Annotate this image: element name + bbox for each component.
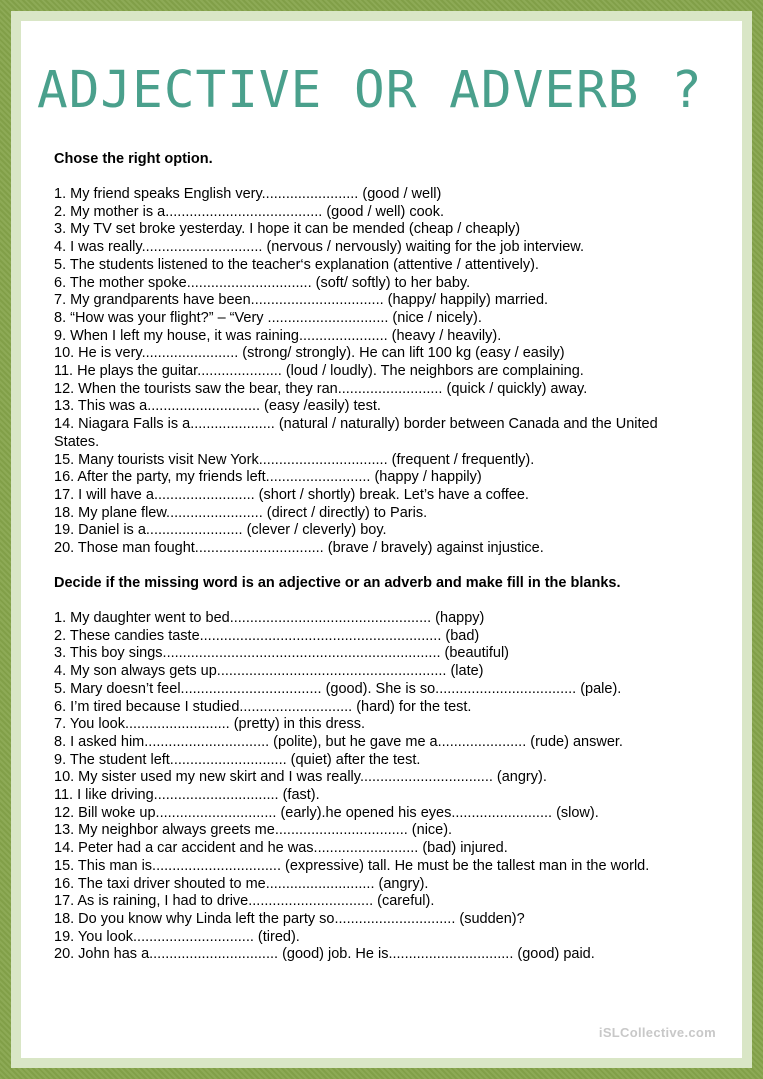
section2-item: 6. I’m tired because I studied............................ (hard) for the test. [54,698,472,715]
section1-item: 16. After the party, my friends left.......................... (happy / happily) [54,469,482,486]
section2-heading: Decide if the missing word is an adjective or an adverb and make fill in the blanks. [54,575,621,591]
section2-item: 12. Bill woke up.............................. (early).he opened his eyes......................... (slow). [54,804,599,821]
section1-exercise-list [54,186,704,558]
section2-item: 5. Mary doesn’t feel................................... (good). She is so................................... (pale). [54,680,622,697]
section2-item: 14. Peter had a car accident and he was.......................... (bad) injured. [54,840,508,857]
section2-item: 3. This boy sings..................................................................... (beautiful) [54,645,510,662]
section2-item: 7. You look.......................... (pretty) in this dress. [54,716,366,733]
section1-item: 5. The students listened to the teacher‘s explanation (attentive / attentively). [54,256,539,273]
section1-item: 9. When I left my house, it was raining...................... (heavy / heavily). [54,327,502,344]
section2-item: 4. My son always gets up......................................................... (late) [54,663,484,680]
section1-item: 17. I will have a......................... (short / shortly) break. Let’s have a coffee. [54,486,529,503]
section1-item: 20. Those man fought................................ (brave / bravely) against injustice. [54,540,544,557]
section1-item: 10. He is very........................ (strong/ strongly). He can lift 100 kg (easy / easily) [54,345,565,362]
section1-item: 6. The mother spoke............................... (soft/ softly) to her baby. [54,274,471,291]
section1-item: 13. This was a............................ (easy /easily) test. [54,398,381,415]
section1-item: 2. My mother is a....................................... (good / well) cook. [54,203,445,220]
section1-item: 4. I was really.............................. (nervous / nervously) waiting for the job interview. [54,239,584,256]
site-watermark: iSLCollective.com [598,1025,716,1040]
section2-item: 2. These candies taste............................................................ (bad) [54,627,480,644]
section2-item: 8. I asked him............................... (polite), but he gave me a...................... (rude) answer. [54,733,623,750]
section2-item: 9. The student left............................. (quiet) after the test. [54,751,421,768]
section1-item: 12. When the tourists saw the bear, they ran.......................... (quick / quickly) away. [54,380,588,397]
section2-item: 1. My daughter went to bed.................................................. (happy) [54,610,485,626]
section1-heading: Chose the right option. [54,151,213,167]
section2-item: 20. John has a................................ (good) job. He is............................... (good) paid. [54,946,595,963]
section1-item: 1. My friend speaks English very........................ (good / well) [54,186,442,202]
section2-exercise-list [54,610,704,964]
section1-item: 3. My TV set broke yesterday. I hope it can be mended (cheap / cheaply) [54,221,521,238]
section1-item: 14. Niagara Falls is a..................... (natural / naturally) border between Canada and the United States. [54,416,658,450]
section1-item: 8. “How was your flight?” – “Very .............................. (nice / nicely). [54,309,482,326]
section1-item: 11. He plays the guitar..................... (loud / loudly). The neighbors are complaining. [54,363,584,380]
worksheet-page [21,21,742,1058]
section2-item: 16. The taxi driver shouted to me........................... (angry). [54,875,429,892]
section1-item: 18. My plane flew........................ (direct / directly) to Paris. [54,504,428,521]
section2-item: 15. This man is................................ (expressive) tall. He must be the tallest man in the world. [54,857,650,874]
section2-item: 10. My sister used my new skirt and I was really................................. (angry). [54,769,547,786]
section2-item: 13. My neighbor always greets me................................. (nice). [54,822,453,839]
section2-item: 17. As is raining, I had to drive............................... (careful). [54,893,435,910]
worksheet-title: ADJECTIVE OR ADVERB ? [37,61,703,120]
section1-item: 7. My grandparents have been................................. (happy/ happily) married. [54,292,549,309]
section1-item: 19. Daniel is a........................ (clever / cleverly) boy. [54,522,387,539]
section1-item: 15. Many tourists visit New York................................ (frequent / frequently). [54,451,535,468]
section2-item: 19. You look.............................. (tired). [54,928,300,945]
section2-item: 11. I like driving............................... (fast). [54,787,320,804]
section2-item: 18. Do you know why Linda left the party so.............................. (sudden)? [54,910,525,927]
